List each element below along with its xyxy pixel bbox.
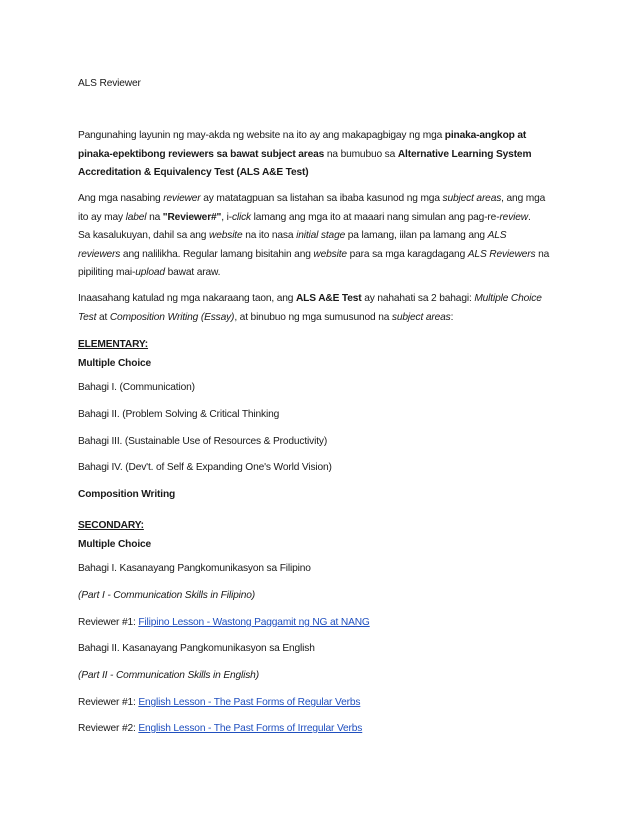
secondary-heading: SECONDARY: Multiple Choice xyxy=(78,520,152,550)
regular-verbs-link[interactable]: English Lesson - The Past Forms of Regular Verbs xyxy=(138,697,361,708)
line: Test at Composition Writing (Essay), at binubuo ng mga sumusunod na subject areas: xyxy=(78,311,454,323)
secondary-reviewer-1: Reviewer #1: Filipino Lesson - Wastong Paggamit ng NG at NANG xyxy=(78,617,370,628)
title-text: ALS Reviewer xyxy=(78,78,141,89)
secondary-reviewer-3: Reviewer #2: English Lesson - The Past Forms of Irregular Verbs xyxy=(78,723,363,734)
secondary-reviewer-2: Reviewer #1: English Lesson - The Past Forms of Regular Verbs xyxy=(78,697,361,708)
line: pinaka-epektibong reviewers sa bawat subject areas na bumubuo sa Alternative Learning System xyxy=(78,148,532,160)
line: Pangunahing layunin ng may-akda ng website na ito ay ang makapagbigay ng mga pinaka-angkop at xyxy=(78,130,527,141)
elementary-part-4: Bahagi IV. (Dev't. of Self & Expanding One's World Vision) xyxy=(78,462,332,473)
paragraph-reviewers xyxy=(78,190,568,283)
filipino-lesson-link[interactable]: Filipino Lesson - Wastong Paggamit ng NG at NANG xyxy=(138,617,370,628)
elementary-part-1: Bahagi I. (Communication) xyxy=(78,382,195,393)
paragraph-test-parts xyxy=(78,290,568,327)
line: Inaasahang katulad ng mga nakaraang taon, ang ALS A&E Test ay nahahati sa 2 bahagi: Multiple Choice xyxy=(78,293,542,304)
document-title xyxy=(78,75,568,94)
elementary-composition: Composition Writing xyxy=(78,489,176,500)
elementary-part-2: Bahagi II. (Problem Solving & Critical Thinking xyxy=(78,409,280,420)
secondary-part-2: Bahagi II. Kasanayang Pangkomunikasyon sa English xyxy=(78,643,315,654)
elementary-part-3: Bahagi III. (Sustainable Use of Resources & Productivity) xyxy=(78,436,328,447)
secondary-part-1-note: (Part I - Communication Skills in Filipino) xyxy=(78,590,255,601)
paragraph-purpose xyxy=(78,127,568,183)
elementary-heading: ELEMENTARY: Multiple Choice xyxy=(78,339,152,369)
line: Ang mga nasabing reviewer ay matatagpuan sa listahan sa ibaba kasunod ng mga subject areas, ang mga xyxy=(78,193,546,204)
line: Accreditation & Equivalency Test (ALS A&E Test) xyxy=(78,167,309,178)
secondary-part-1: Bahagi I. Kasanayang Pangkomunikasyon sa Filipino xyxy=(78,563,311,574)
secondary-part-2-note: (Part II - Communication Skills in English) xyxy=(78,670,259,681)
line: reviewers ang nalilikha. Regular lamang bisitahin ang website para sa mga karagdagang ALS Reviewers na xyxy=(78,248,550,260)
line: pipiliting mai-upload bawat araw. xyxy=(78,267,221,278)
line: Sa kasalukuyan, dahil sa ang website na ito nasa initial stage pa lamang, iilan pa lamang ang ALS xyxy=(78,230,507,241)
irregular-verbs-link[interactable]: English Lesson - The Past Forms of Irregular Verbs xyxy=(138,723,363,734)
line: ito ay may label na "Reviewer#", i-click lamang ang mga ito at maaari nang simulan ang pag-re-review. xyxy=(78,211,531,223)
